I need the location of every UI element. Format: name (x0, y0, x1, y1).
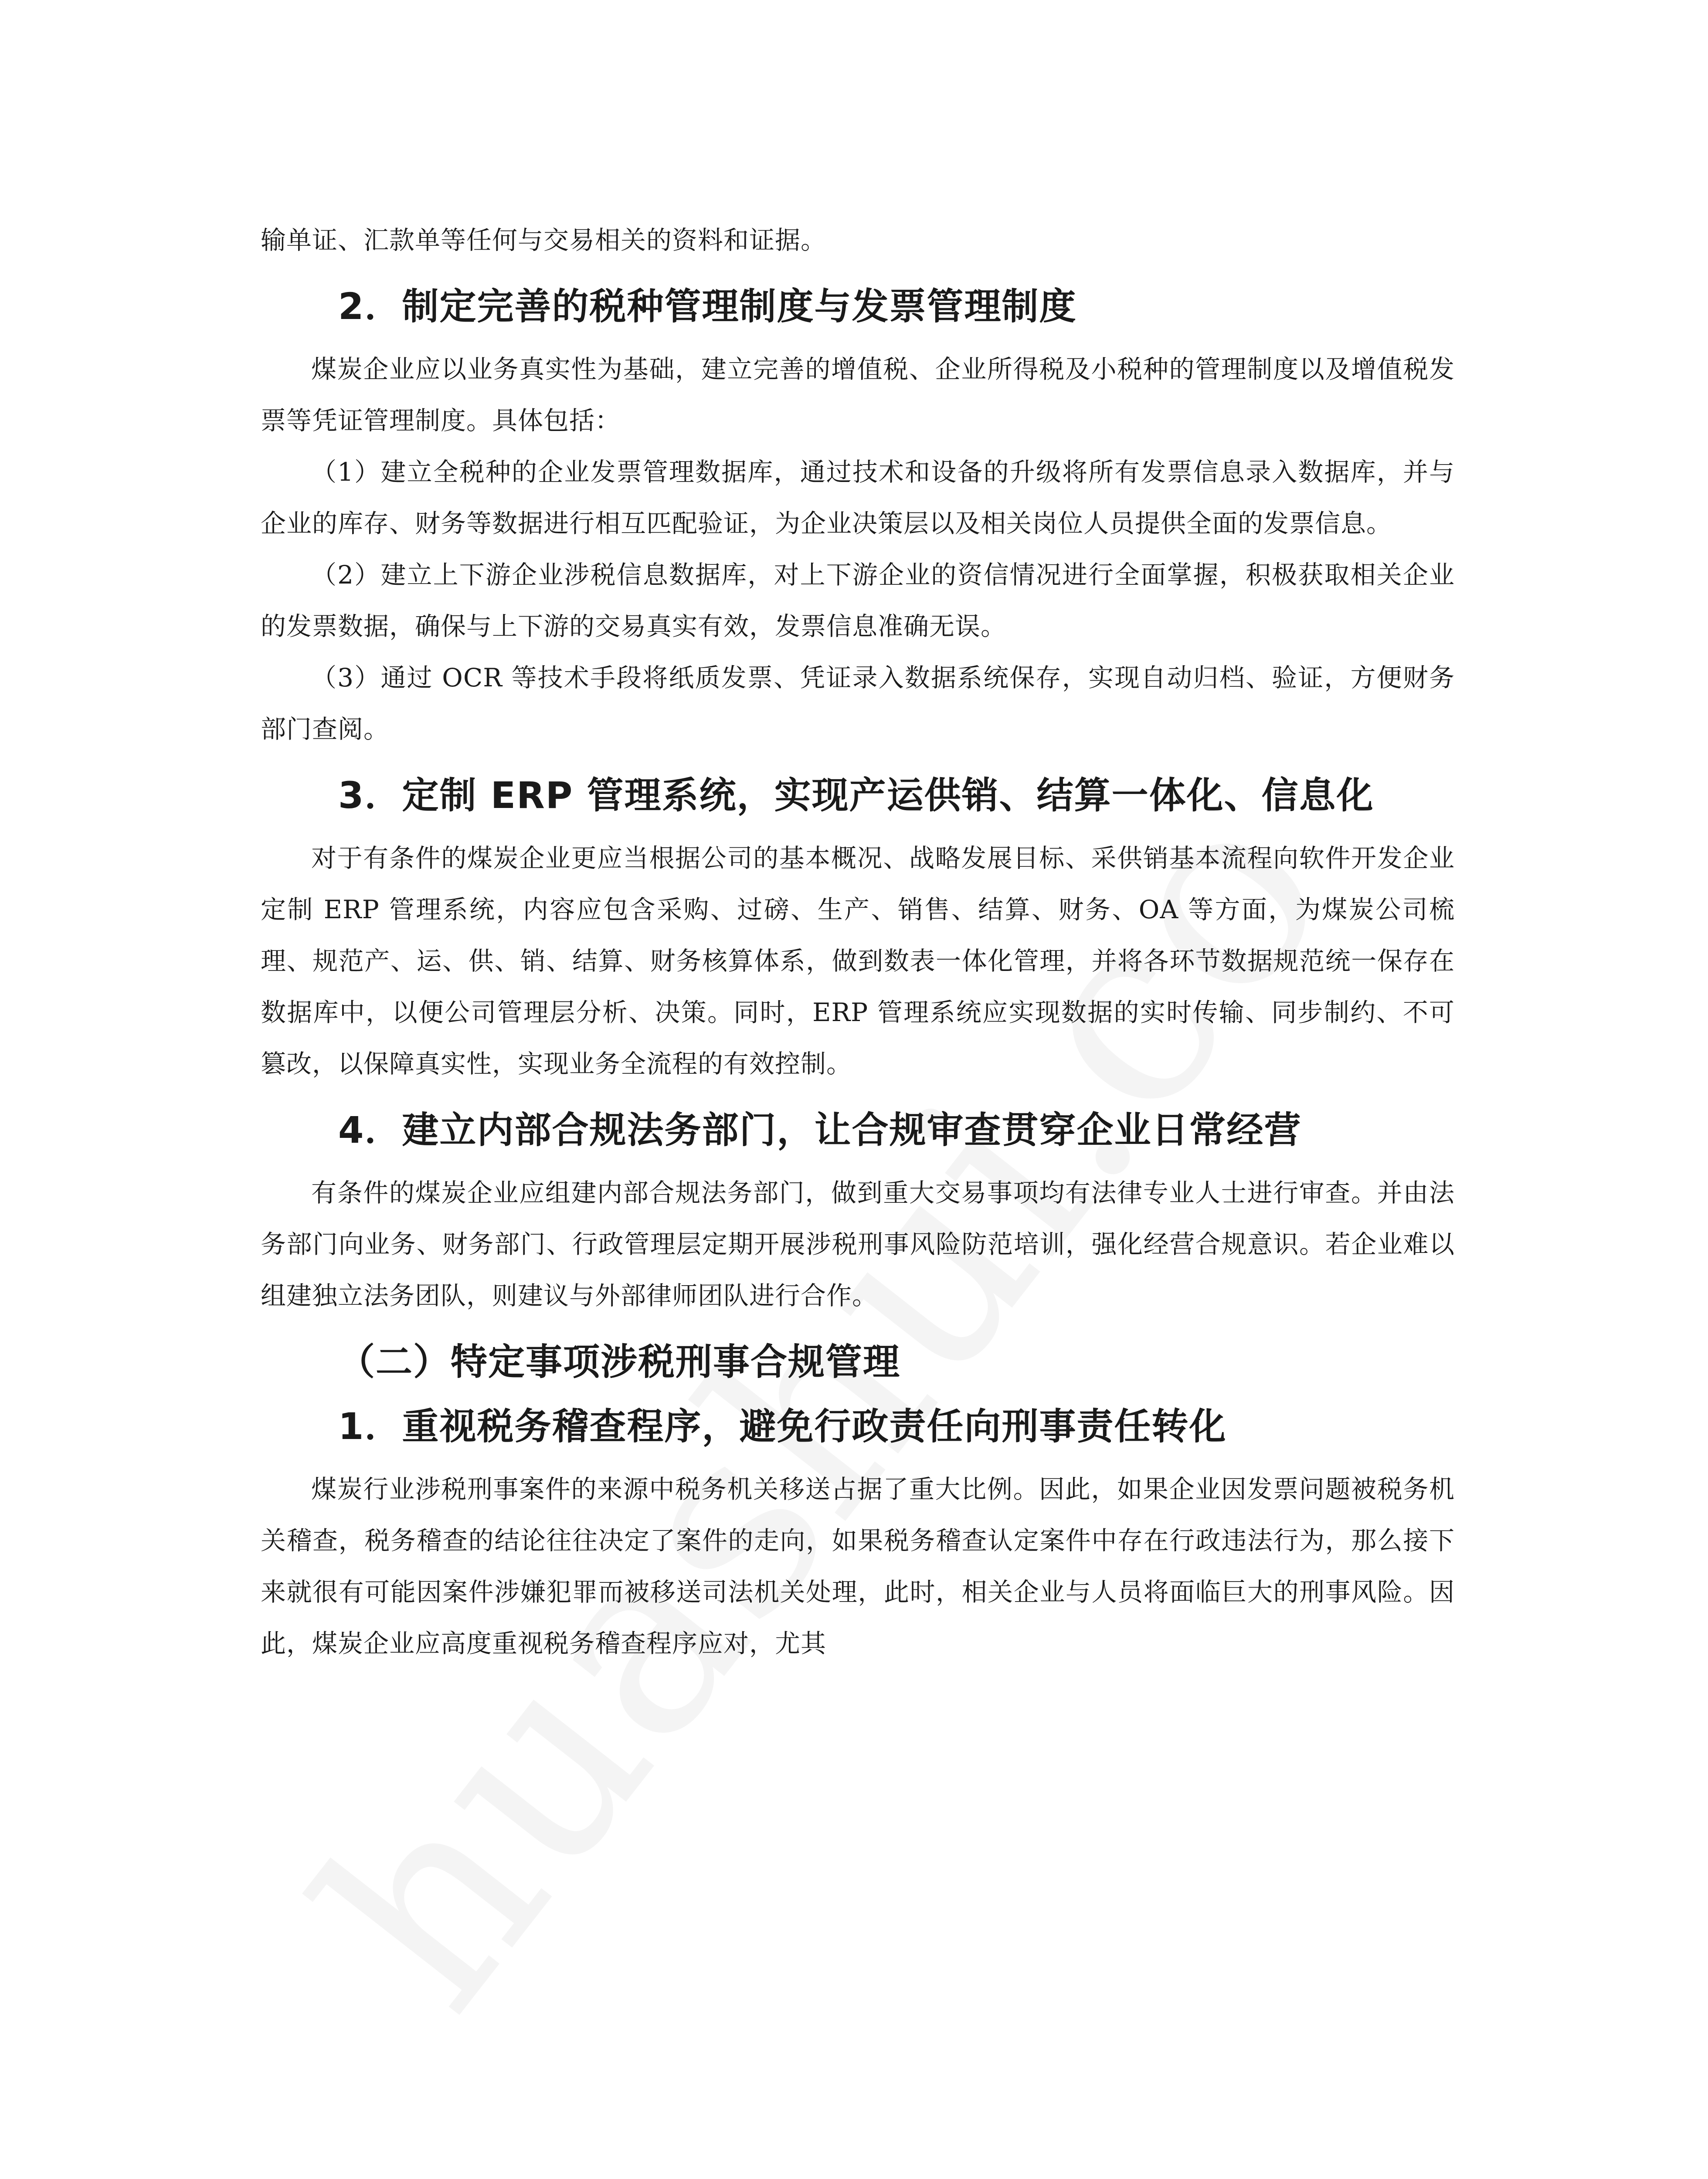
paragraph: （3）通过 OCR 等技术手段将纸质发票、凭证录入数据系统保存，实现自动归档、验证，方便财务部门查阅。 (261, 663, 1455, 744)
paragraph: 煤炭企业应以业务真实性为基础，建立完善的增值税、企业所得税及小税种的管理制度以及增值税发票等凭证管理制度。具体包括： (261, 354, 1455, 435)
paragraph: （2）建立上下游企业涉税信息数据库，对上下游企业的资信情况进行全面掌握，积极获取相关企业的发票数据，确保与上下游的交易真实有效，发票信息准确无误。 (261, 560, 1455, 641)
section-heading: 2．制定完善的税种管理制度与发票管理制度 (338, 285, 1077, 328)
page-body (261, 214, 1455, 1669)
paragraph: 煤炭行业涉税刑事案件的来源中税务机关移送占据了重大比例。因此，如果企业因发票问题被税务机关稽查，税务稽查的结论往往决定了案件的走向，如果税务稽查认定案件中存在行政违法行为，那么接下来就很有可能因案件涉嫌犯罪而被移送司法机关处理，此时，相关企业与人员将面临巨大的刑事风险。因此，煤炭企业应高度重视税务稽查程序应对，尤其 (261, 1474, 1455, 1658)
paragraph: 有条件的煤炭企业应组建内部合规法务部门，做到重大交易事项均有法律专业人士进行审查。并由法务部门向业务、财务部门、行政管理层定期开展涉税刑事风险防范培训，强化经营合规意识。若企业难以组建独立法务团队，则建议与外部律师团队进行合作。 (261, 1178, 1455, 1310)
subsection-heading: （二）特定事项涉税刑事合规管理 (338, 1341, 901, 1383)
paragraph: 输单证、汇款单等任何与交易相关的资料和证据。 (261, 225, 827, 255)
paragraph: 对于有条件的煤炭企业更应当根据公司的基本概况、战略发展目标、采供销基本流程向软件开发企业定制 ERP 管理系统，内容应包含采购、过磅、生产、销售、结算、财务、OA 等方面，为煤炭公司梳理、规范产、运、供、销、结算、财务核算体系，做到数表一体化管理，并将各环节数据规范统一保存在数据库中，以便公司管理层分析、决策。同时，ERP 管理系统应实现数据的实时传输、同步制约、不可篡改，以保障真实性，实现业务全流程的有效控制。 (261, 843, 1455, 1079)
section-heading: 4．建立内部合规法务部门，让合规审查贯穿企业日常经营 (338, 1109, 1302, 1151)
paragraph: （1）建立全税种的企业发票管理数据库，通过技术和设备的升级将所有发票信息录入数据库，并与企业的库存、财务等数据进行相互匹配验证，为企业决策层以及相关岗位人员提供全面的发票信息。 (261, 457, 1455, 538)
section-heading: 3．定制 ERP 管理系统，实现产运供销、结算一体化、信息化 (338, 774, 1374, 817)
section-heading: 1．重视税务稽查程序，避免行政责任向刑事责任转化 (338, 1405, 1227, 1448)
